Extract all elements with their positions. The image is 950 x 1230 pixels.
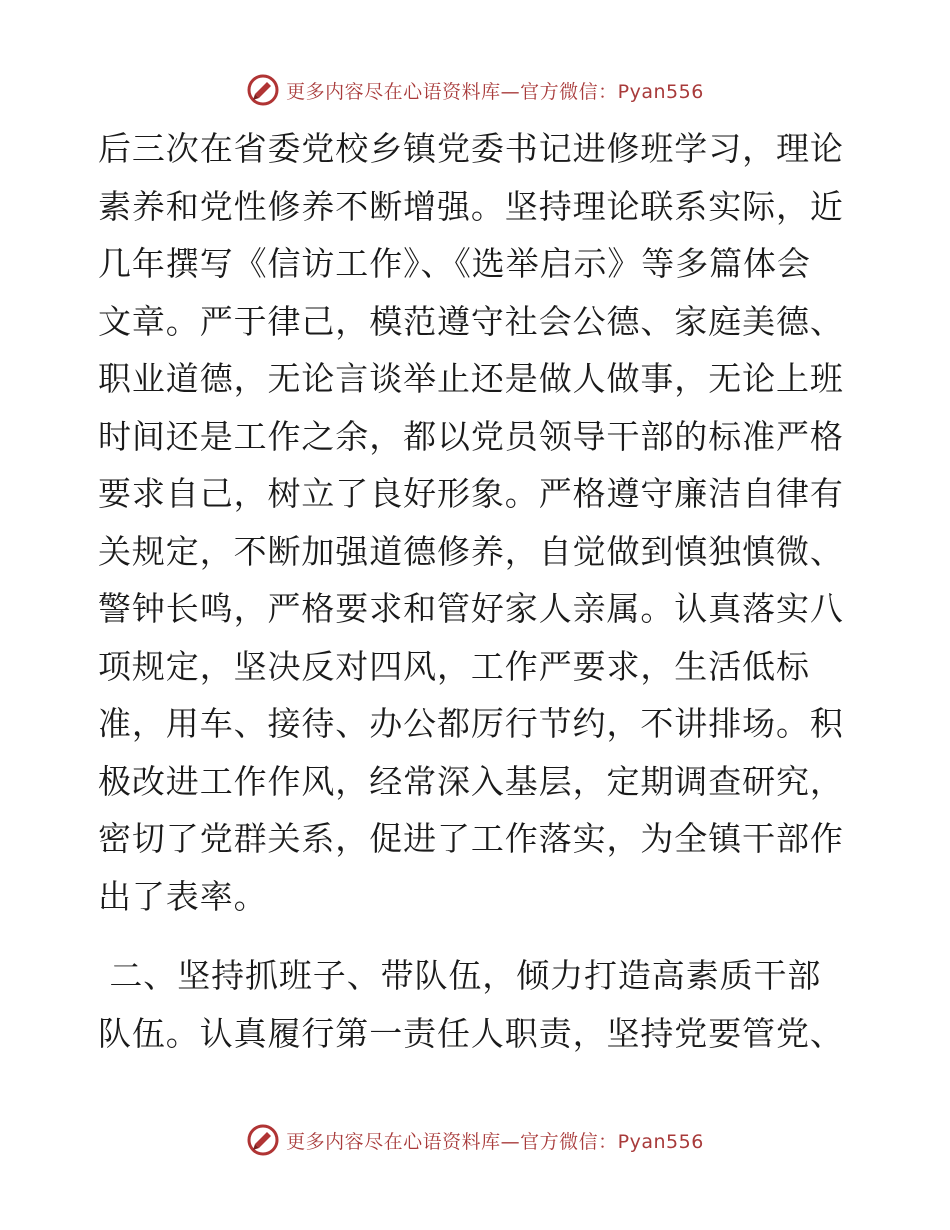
paragraph-gap	[98, 925, 858, 947]
brand-logo-icon	[246, 73, 280, 107]
text-line: 队伍。认真履行第一责任人职责，坚持党要管党、	[98, 1013, 844, 1053]
footer-watermark-banner	[0, 1120, 950, 1160]
text-line: 密切了党群关系，促进了工作落实，为全镇干部作	[98, 819, 844, 858]
text-line: 二、坚持抓班子、带队伍，倾力打造高素质干部	[98, 956, 822, 995]
brand-logo-icon	[246, 1123, 280, 1157]
text-line: 职业道德，无论言谈举止还是做人做事，无论上班	[98, 359, 844, 398]
text-line: 时间还是工作之余，都以党员领导干部的标准严格	[98, 416, 844, 456]
document-body	[98, 120, 858, 1062]
text-line: 警钟长鸣，严格要求和管好家人亲属。认真落实八	[98, 589, 844, 628]
text-line: 关规定，不断加强道德修养，自觉做到慎独慎微、	[98, 531, 844, 571]
text-line: 几年撰写《信访工作》、《选举启示》等多篇体会	[98, 244, 811, 283]
watermark-text: 更多内容尽在心语资料库—官方微信：Pyan556	[286, 80, 704, 103]
text-line: 素养和党性修养不断增强。坚持理论联系实际，近	[98, 186, 844, 226]
text-line: 文章。严于律己，模范遵守社会公德、家庭美德、	[98, 301, 844, 341]
watermark-text: 更多内容尽在心语资料库—官方微信：Pyan556	[286, 1130, 704, 1153]
text-line: 后三次在省委党校乡镇党委书记进修班学习，理论	[98, 129, 844, 168]
text-line: 准，用车、接待、办公都厉行节约，不讲排场。积	[98, 704, 844, 743]
text-line: 出了表率。	[98, 876, 268, 916]
text-line: 极改进工作作风，经常深入基层，定期调查研究，	[98, 761, 844, 801]
paragraph	[98, 120, 858, 925]
text-line: 项规定，坚决反对四风，工作严要求，生活低标	[98, 646, 810, 686]
paragraph	[98, 947, 858, 1062]
text-line: 要求自己，树立了良好形象。严格遵守廉洁自律有	[98, 474, 844, 513]
header-watermark-banner	[0, 70, 950, 110]
